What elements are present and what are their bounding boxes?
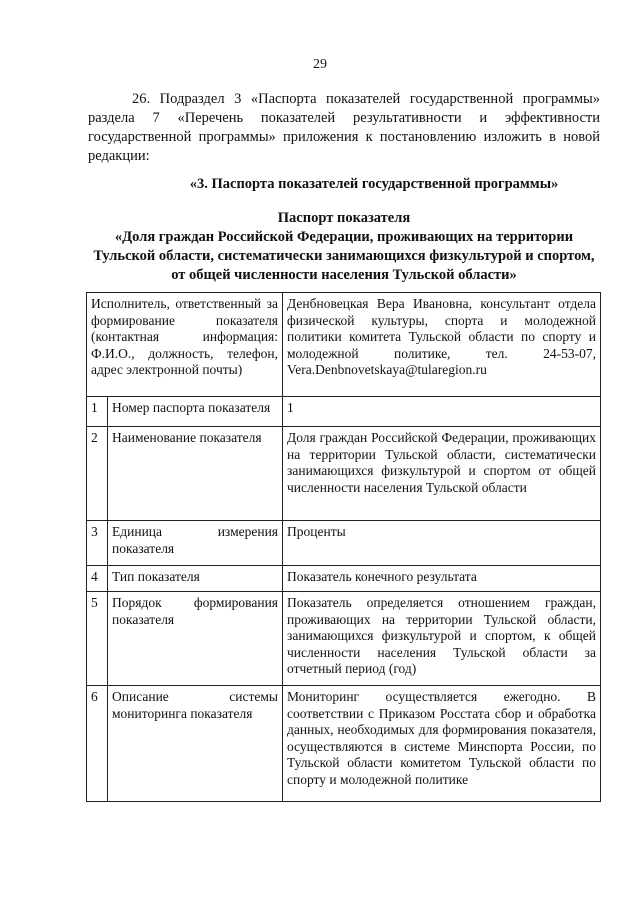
row-number: 6 xyxy=(87,686,108,802)
row-value: Проценты xyxy=(283,521,601,566)
row-number: 2 xyxy=(87,427,108,521)
row-value: Показатель определяется отношением граждан, проживающих на территории Тульской области, занимающихся физкультурой и спортом, к общей численности населения Тульской области за отчетный период (год) xyxy=(283,592,601,686)
row-value: Мониторинг осуществляется ежегодно. В соответствии с Приказом Росстата сбор и обработка данных, необходимых для формирования показателя, осуществляются в системе Минспорта России, по Тульской области комитетом Тульской области по спорту и молодежной политике xyxy=(283,686,601,802)
row-number: 4 xyxy=(87,566,108,592)
passport-subtitle: «Доля граждан Российской Федерации, проживающих на территории Тульской области, систематически занимающихся физкультурой и спортом, от общей численности населения Тульской области» xyxy=(93,229,595,283)
row-number: 5 xyxy=(87,592,108,686)
executor-label: Исполнитель, ответственный за формирование показателя (контактная информация: Ф.И.О., должность, телефон, адрес электронной почты) xyxy=(87,293,283,397)
table-row xyxy=(87,521,601,566)
row-value: 1 xyxy=(283,397,601,427)
table-row-executor xyxy=(87,293,601,397)
executor-value: Денбновецкая Вера Ивановна, консультант отдела физической культуры, спорта и молодежной политики комитета Тульской области по спорту и молодежной политике, тел. 24-53-07, Vera.Denbnovetskaya@tularegion.ru xyxy=(283,293,601,397)
intro-paragraph: 26. Подраздел 3 «Паспорта показателей государственной программы» раздела 7 «Перечень показателей результативности и эффективности государственной программы» приложения к постановлению изложить в новой редакции: xyxy=(88,91,600,164)
row-label: Наименование показателя xyxy=(108,427,283,521)
row-label: Описание системы мониторинга показателя xyxy=(108,686,283,802)
row-label: Порядок формирования показателя xyxy=(108,592,283,686)
table-row xyxy=(87,592,601,686)
passport-title: Паспорт показателя xyxy=(277,210,411,226)
row-label: Номер паспорта показателя xyxy=(108,397,283,427)
row-value: Показатель конечного результата xyxy=(283,566,601,592)
table-row xyxy=(87,427,601,521)
row-label: Единица измерения показателя xyxy=(108,521,283,566)
section-title: «3. Паспорта показателей государственной программы» xyxy=(189,176,559,192)
table-row xyxy=(87,397,601,427)
row-value: Доля граждан Российской Федерации, проживающих на территории Тульской области, систематически занимающихся физкультурой и спортом от общей численности населения Тульской области xyxy=(283,427,601,521)
row-number: 3 xyxy=(87,521,108,566)
table-row xyxy=(87,566,601,592)
passport-table xyxy=(86,292,601,802)
table-row xyxy=(87,686,601,802)
row-label: Тип показателя xyxy=(108,566,283,592)
passport-heading xyxy=(88,209,600,285)
page-number: 29 xyxy=(313,57,327,72)
row-number: 1 xyxy=(87,397,108,427)
